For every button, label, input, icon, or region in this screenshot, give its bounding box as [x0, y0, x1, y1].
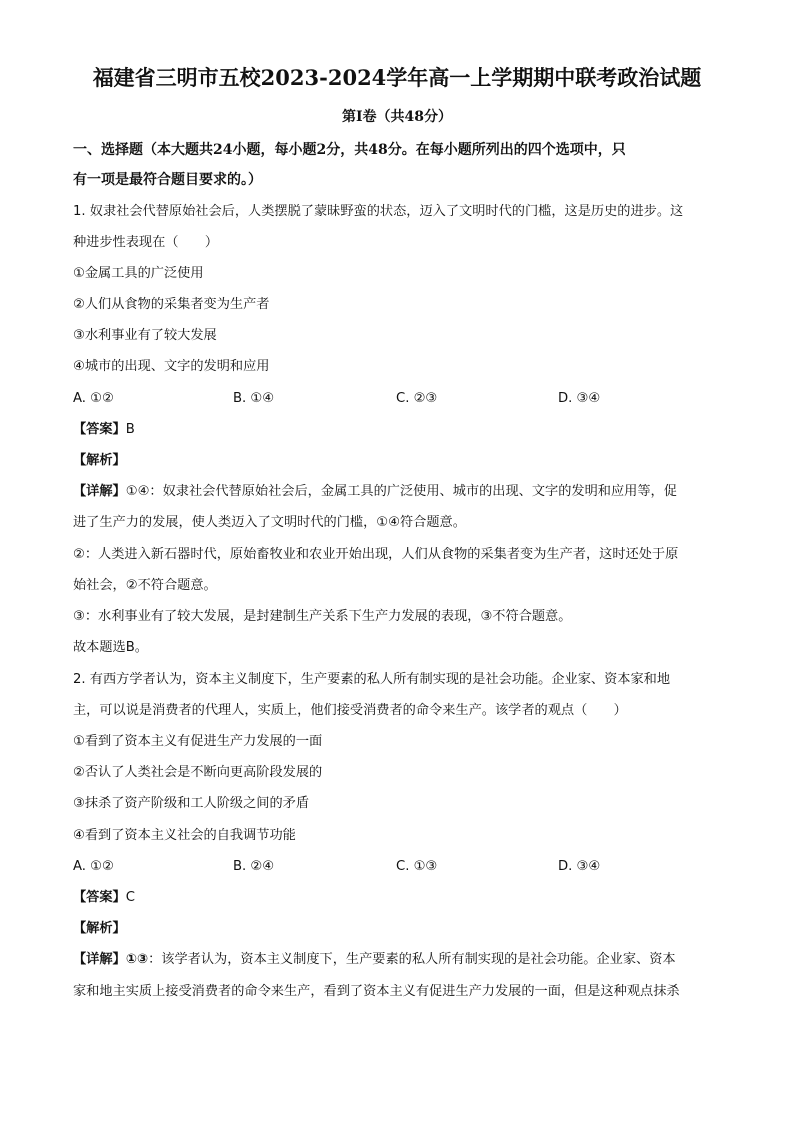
q1-option-b: B. ①④	[233, 391, 275, 406]
q1-stem-line-1: 1. 奴隶社会代替原始社会后，人类摆脱了蒙昧野蛮的状态，迈入了文明时代的门槛，这是历史的进步。这	[73, 204, 684, 219]
q1-option-d: D. ③④	[558, 391, 601, 406]
q1-conclusion: 故本题选B。	[73, 640, 148, 655]
answer-tag: 【答案】	[73, 422, 126, 437]
q1-item-4: ④城市的出现、文字的发明和应用	[73, 359, 270, 374]
answer-tag: 【答案】	[73, 890, 126, 905]
q2-option-a: A. ①②	[73, 859, 114, 874]
detail-tag: 【详解】	[73, 952, 126, 967]
section-subtitle: 第I卷（共48分）	[341, 109, 453, 125]
q2-answer	[73, 888, 723, 908]
q1-detail-line-5: ③：水利事业有了较大发展，是封建制生产关系下生产力发展的表现，③不符合题意。	[73, 609, 572, 624]
q2-option-d: D. ③④	[558, 859, 601, 874]
q1-detail-line-3: ②：人类进入新石器时代，原始畜牧业和农业开始出现，人们从食物的采集者变为生产者，这时还处于原	[73, 547, 679, 562]
q1-analysis-tag: 【解析】	[73, 453, 126, 468]
q2-item-2: ②否认了人类社会是不断向更高阶段发展的	[73, 765, 323, 780]
q2-option-b: B. ②④	[233, 859, 275, 874]
q1-item-1: ①金属工具的广泛使用	[73, 266, 204, 281]
detail-tag: 【详解】	[73, 484, 126, 499]
page-title: 福建省三明市五校2023-2024学年高一上学期期中联考政治试题	[92, 65, 702, 90]
q2-option-c: C. ①③	[396, 859, 438, 874]
q1-option-a: A. ①②	[73, 391, 114, 406]
q1-option-c: C. ②③	[396, 391, 438, 406]
q2-stem-line-1: 2. 有西方学者认为，资本主义制度下，生产要素的私人所有制实现的是社会功能。企业家、资本家和地	[73, 672, 671, 687]
q1-detail-line-4: 始社会，②不符合题意。	[73, 578, 217, 593]
detail-lead: ①③	[125, 952, 149, 967]
q1-answer	[73, 420, 723, 440]
q2-detail-line-2: 家和地主实质上接受消费者的命令来生产，看到了资本主义有促进生产力发展的一面，但是这种观点抹杀	[73, 984, 680, 999]
q1-item-2: ②人们从食物的采集者变为生产者	[73, 297, 270, 312]
q2-stem-line-2: 主，可以说是消费者的代理人，实质上，他们接受消费者的命令来生产。该学者的观点（ ）	[73, 703, 627, 718]
section-heading-line-2: 有一项是最符合题目要求的。）	[73, 172, 262, 188]
q1-stem-line-2: 种进步性表现在（ ）	[73, 235, 219, 250]
q1-detail-line-1: 【详解】①④：奴隶社会代替原始社会后，金属工具的广泛使用、城市的出现、文字的发明和应用等，促	[73, 484, 677, 499]
section-heading-line-1: 一、选择题（本大题共24小题，每小题2分，共48分。在每小题所列出的四个选项中，只	[73, 142, 626, 158]
answer-value: C	[125, 890, 135, 905]
q1-item-3: ③水利事业有了较大发展	[73, 328, 217, 343]
q2-detail-line-1: 【详解】①③：该学者认为，资本主义制度下，生产要素的私人所有制实现的是社会功能。企业家、资本	[73, 952, 676, 967]
q2-item-3: ③抹杀了资产阶级和工人阶级之间的矛盾	[73, 796, 310, 811]
answer-value: B	[125, 422, 135, 437]
q2-analysis-tag: 【解析】	[73, 921, 126, 936]
q2-item-4: ④看到了资本主义社会的自我调节功能	[73, 828, 296, 843]
q2-item-1: ①看到了资本主义有促进生产力发展的一面	[73, 734, 323, 749]
q1-detail-line-2: 进了生产力的发展，使人类迈入了文明时代的门槛，①④符合题意。	[73, 515, 466, 530]
